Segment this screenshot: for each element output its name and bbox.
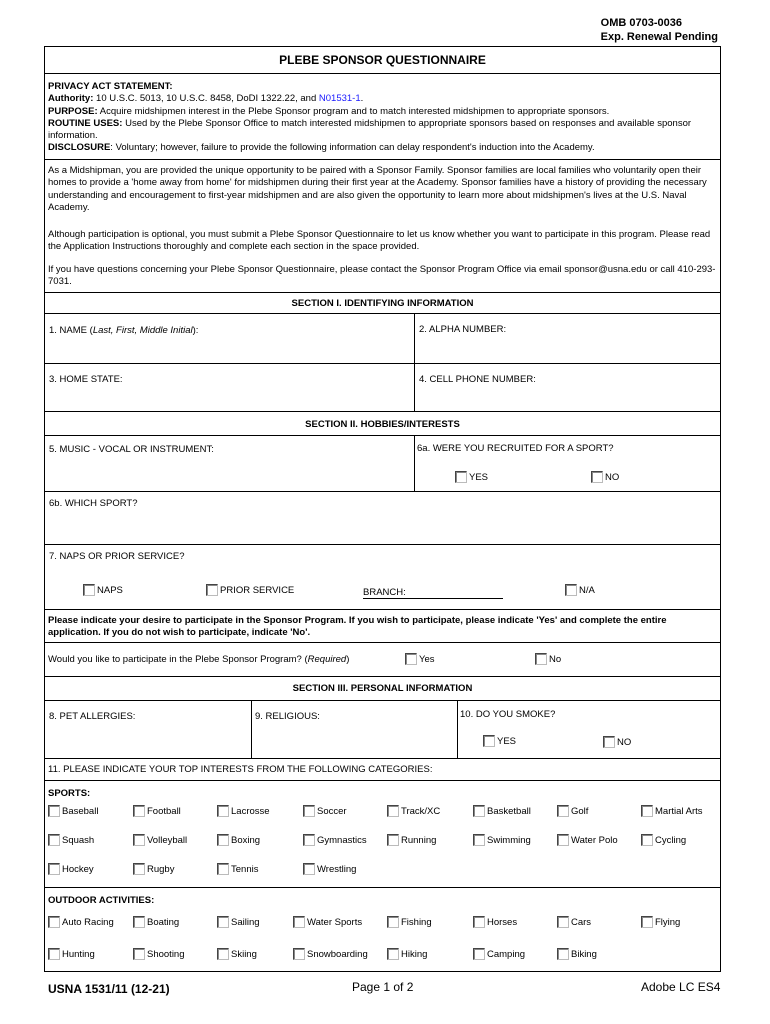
- na-checkbox[interactable]: [565, 584, 595, 596]
- recruited-no-checkbox[interactable]: [591, 471, 619, 483]
- divider: [45, 363, 720, 364]
- omb-expiration: Exp. Renewal Pending: [600, 31, 718, 43]
- checkbox-box[interactable]: [473, 948, 485, 960]
- naps-question: 7. NAPS OR PRIOR SERVICE?: [49, 551, 185, 562]
- divider: [45, 313, 720, 314]
- interest-checkbox[interactable]: [473, 834, 531, 846]
- home-state-field[interactable]: 3. HOME STATE:: [49, 374, 123, 385]
- interest-checkbox[interactable]: [473, 948, 525, 960]
- interest-checkbox[interactable]: [48, 834, 94, 846]
- checkbox-label: Auto Racing: [62, 916, 114, 928]
- interests-label: 11. PLEASE INDICATE YOUR TOP INTERESTS FROM THE FOLLOWING CATEGORIES:: [48, 764, 433, 775]
- checkbox-box[interactable]: [387, 916, 399, 928]
- interest-checkbox[interactable]: [641, 805, 703, 817]
- interest-checkbox[interactable]: [133, 948, 185, 960]
- checkbox-label: Horses: [487, 916, 518, 928]
- checkbox-box[interactable]: [217, 916, 229, 928]
- sports-heading: SPORTS:: [48, 788, 91, 799]
- divider: [457, 700, 458, 758]
- divider: [414, 435, 415, 491]
- checkbox-box[interactable]: [293, 916, 305, 928]
- checkbox-label: NO: [605, 471, 620, 483]
- religious-field[interactable]: 9. RELIGIOUS:: [255, 711, 320, 722]
- interest-checkbox[interactable]: [557, 805, 588, 817]
- checkbox-box[interactable]: [303, 863, 315, 875]
- checkbox-box[interactable]: [48, 948, 60, 960]
- checkbox-label: Fishing: [401, 916, 432, 928]
- interest-checkbox[interactable]: [133, 863, 174, 875]
- interest-checkbox[interactable]: [557, 834, 618, 846]
- checkbox-label: Gymnastics: [317, 834, 367, 846]
- section-2-title: SECTION II. HOBBIES/INTERESTS: [305, 419, 460, 430]
- interest-checkbox[interactable]: [557, 948, 597, 960]
- checkbox-label: Camping: [487, 948, 526, 960]
- interest-checkbox[interactable]: [133, 805, 181, 817]
- checkbox-box[interactable]: [133, 805, 145, 817]
- checkbox-label: Squash: [62, 834, 95, 846]
- name-field[interactable]: [49, 325, 198, 336]
- participate-no-checkbox[interactable]: [535, 653, 561, 665]
- checkbox-label: Water Polo: [571, 834, 618, 846]
- section-1-title: SECTION I. IDENTIFYING INFORMATION: [291, 298, 474, 309]
- page-number: Page 1 of 2: [352, 980, 414, 994]
- divider: [414, 313, 415, 411]
- checkbox-label: Snowboarding: [307, 948, 368, 960]
- disclosure-text: : Voluntary; however, failure to provide the following information can delay respondent's induction into the Academy.: [110, 142, 595, 154]
- checkbox-box[interactable]: [455, 471, 467, 483]
- interest-checkbox[interactable]: [557, 916, 591, 928]
- participation-question: [48, 654, 349, 665]
- checkbox-label: Rugby: [147, 863, 175, 875]
- interest-checkbox[interactable]: [473, 805, 531, 817]
- interest-checkbox[interactable]: [217, 948, 257, 960]
- checkbox-label: Baseball: [62, 805, 99, 817]
- checkbox-box[interactable]: [557, 834, 569, 846]
- interest-checkbox[interactable]: [217, 916, 260, 928]
- checkbox-box[interactable]: [133, 948, 145, 960]
- checkbox-label: N/A: [579, 584, 595, 596]
- checkbox-box[interactable]: [535, 653, 547, 665]
- checkbox-label: Tennis: [231, 863, 259, 875]
- interest-checkbox[interactable]: [303, 805, 347, 817]
- divider: [45, 887, 720, 888]
- checkbox-box[interactable]: [557, 948, 569, 960]
- checkbox-label: Biking: [571, 948, 597, 960]
- checkbox-label: Water Sports: [307, 916, 363, 928]
- divider: [251, 700, 252, 758]
- branch-label: BRANCH:: [363, 587, 406, 598]
- checkbox-label: PRIOR SERVICE: [220, 584, 295, 596]
- checkbox-box[interactable]: [473, 916, 485, 928]
- checkbox-box[interactable]: [565, 584, 577, 596]
- checkbox-box[interactable]: [591, 471, 603, 483]
- checkbox-label: Flying: [655, 916, 681, 928]
- instruction-link[interactable]: N01531-1: [318, 93, 361, 105]
- checkbox-box[interactable]: [641, 805, 653, 817]
- interest-checkbox[interactable]: [217, 863, 258, 875]
- divider: [45, 700, 720, 701]
- checkbox-box[interactable]: [217, 948, 229, 960]
- participation-instruction: Please indicate your desire to participate in the Sponsor Program. If you wish to participate, please indicate 'Yes' and complete the entire application. If you do not wish to participate, indicate 'No'.: [48, 615, 667, 639]
- omb-block: [601, 16, 718, 44]
- divider: [45, 780, 720, 781]
- checkbox-box[interactable]: [293, 948, 305, 960]
- interest-checkbox[interactable]: [473, 916, 517, 928]
- checkbox-box[interactable]: [603, 736, 615, 748]
- checkbox-box[interactable]: [48, 863, 60, 875]
- checkbox-label: Skiing: [231, 948, 257, 960]
- smoke-question: 10. DO YOU SMOKE?: [460, 709, 556, 720]
- checkbox-label: NO: [617, 736, 632, 748]
- purpose-text: Acquire midshipmen interest in the Plebe Sponsor program and to match interested midshipmen to appropriate sponsors.: [97, 105, 610, 117]
- checkbox-box[interactable]: [133, 834, 145, 846]
- section-3-title: SECTION III. PERSONAL INFORMATION: [292, 683, 473, 694]
- interest-checkbox[interactable]: [293, 948, 368, 960]
- interest-checkbox[interactable]: [48, 916, 114, 928]
- interest-checkbox[interactable]: [133, 916, 179, 928]
- intro-paragraph-3: If you have questions concerning your Plebe Sponsor Questionnaire, please contact the Sponsor Program Office via email sponsor@usna.edu or call 410-293-7031.: [48, 264, 716, 288]
- checkbox-box[interactable]: [557, 805, 569, 817]
- divider: [45, 676, 720, 677]
- checkbox-label: Swimming: [487, 834, 531, 846]
- question-end: ): [346, 654, 350, 665]
- checkbox-box[interactable]: [217, 863, 229, 875]
- checkbox-box[interactable]: [387, 805, 399, 817]
- divider: [45, 159, 720, 160]
- interest-checkbox[interactable]: [641, 834, 686, 846]
- cell-phone-field[interactable]: 4. CELL PHONE NUMBER:: [419, 374, 536, 385]
- divider: [45, 73, 720, 74]
- routine-text: Used by the Plebe Sponsor Office to match interested midshipmen to appropriate sponsors based on responses and available sponsor information.: [48, 117, 692, 142]
- checkbox-label: YES: [469, 471, 489, 483]
- pet-allergies-field[interactable]: 8. PET ALLERGIES:: [49, 711, 136, 722]
- checkbox-label: No: [549, 653, 562, 665]
- checkbox-label: Boating: [147, 916, 180, 928]
- checkbox-box[interactable]: [483, 735, 495, 747]
- checkbox-box[interactable]: [641, 834, 653, 846]
- checkbox-label: Sailing: [231, 916, 260, 928]
- checkbox-box[interactable]: [473, 805, 485, 817]
- checkbox-label: Cycling: [655, 834, 687, 846]
- checkbox-label: Cars: [571, 916, 592, 928]
- interest-checkbox[interactable]: [303, 863, 356, 875]
- interest-checkbox[interactable]: [641, 916, 680, 928]
- form-id: USNA 1531/11 (12-21): [48, 982, 170, 996]
- intro-paragraph-1: As a Midshipman, you are provided the unique opportunity to be paired with a Sponsor Family. Sponsor families are local families who voluntarily open their homes to provide a 'home away from home' for midshipmen during their first year at the Academy. Sponsor families have a history of providing the necessary understanding and encouragement to first-year midshipmen and are also given the opportunity to learn more about midshipmen's lives at the U.S. Naval Academy.: [48, 165, 707, 213]
- checkbox-label: Martial Arts: [655, 805, 703, 817]
- privacy-act-statement: [48, 81, 720, 155]
- interest-checkbox[interactable]: [48, 948, 95, 960]
- checkbox-label: Hunting: [62, 948, 95, 960]
- divider: [45, 642, 720, 643]
- checkbox-box[interactable]: [48, 834, 60, 846]
- checkbox-label: Volleyball: [147, 834, 188, 846]
- which-sport-field[interactable]: 6b. WHICH SPORT?: [49, 498, 138, 509]
- divider: [45, 491, 720, 492]
- checkbox-label: Football: [147, 805, 181, 817]
- checkbox-label: YES: [497, 735, 517, 747]
- checkbox-label: Wrestling: [317, 863, 357, 875]
- name-label-end: ):: [192, 325, 199, 336]
- software-version: Adobe LC ES4: [641, 980, 721, 994]
- checkbox-box[interactable]: [48, 805, 60, 817]
- privacy-heading: PRIVACY ACT STATEMENT:: [48, 81, 173, 92]
- interest-checkbox[interactable]: [217, 805, 270, 817]
- interest-checkbox[interactable]: [303, 834, 367, 846]
- checkbox-box[interactable]: [217, 834, 229, 846]
- interest-checkbox[interactable]: [387, 805, 440, 817]
- authority-label: Authority:: [48, 93, 94, 105]
- interest-checkbox[interactable]: [48, 805, 98, 817]
- checkbox-box[interactable]: [217, 805, 229, 817]
- required-marker: Required: [307, 654, 347, 665]
- smoke-yes-checkbox[interactable]: [483, 735, 516, 747]
- checkbox-box[interactable]: [83, 584, 95, 596]
- name-label: 1. NAME (: [49, 325, 93, 336]
- checkbox-box[interactable]: [557, 916, 569, 928]
- checkbox-box[interactable]: [405, 653, 417, 665]
- prior-service-checkbox[interactable]: [206, 584, 294, 596]
- divider: [45, 411, 720, 412]
- checkbox-box[interactable]: [206, 584, 218, 596]
- checkbox-box[interactable]: [303, 834, 315, 846]
- naps-checkbox[interactable]: [83, 584, 123, 596]
- checkbox-label: Boxing: [231, 834, 261, 846]
- smoke-no-checkbox[interactable]: [603, 736, 631, 748]
- checkbox-box[interactable]: [133, 916, 145, 928]
- disclosure-label: DISCLOSURE: [48, 142, 111, 154]
- checkbox-box[interactable]: [473, 834, 485, 846]
- alpha-number-field[interactable]: 2. ALPHA NUMBER:: [419, 324, 507, 335]
- music-field[interactable]: 5. MUSIC - VOCAL OR INSTRUMENT:: [49, 444, 214, 455]
- authority-text: 10 U.S.C. 5013, 10 U.S.C. 8458, DoDI 1322.22, and: [93, 93, 319, 105]
- checkbox-label: Running: [401, 834, 437, 846]
- authority-end: .: [360, 93, 364, 105]
- checkbox-box[interactable]: [387, 834, 399, 846]
- form-title: PLEBE SPONSOR QUESTIONNAIRE: [279, 53, 486, 67]
- checkbox-box[interactable]: [387, 948, 399, 960]
- checkbox-label: Yes: [419, 653, 435, 665]
- checkbox-box[interactable]: [48, 916, 60, 928]
- checkbox-label: Golf: [571, 805, 589, 817]
- divider: [45, 435, 720, 436]
- recruited-yes-checkbox[interactable]: [455, 471, 488, 483]
- checkbox-box[interactable]: [303, 805, 315, 817]
- checkbox-label: Hockey: [62, 863, 94, 875]
- branch-field[interactable]: [363, 587, 503, 599]
- name-hint: Last, First, Middle Initial: [92, 325, 193, 336]
- checkbox-label: Soccer: [317, 805, 347, 817]
- interest-checkbox[interactable]: [387, 834, 436, 846]
- form-frame: [44, 46, 721, 972]
- routine-label: ROUTINE USES:: [48, 117, 123, 129]
- checkbox-label: Lacrosse: [231, 805, 270, 817]
- checkbox-box[interactable]: [133, 863, 145, 875]
- participate-yes-checkbox[interactable]: [405, 653, 435, 665]
- intro-paragraph-2: Although participation is optional, you must submit a Plebe Sponsor Questionnaire to let us know whether you want to participate in this program. Please read the Application Instructions thoroughly and complete each section in the space provided.: [48, 229, 711, 253]
- checkbox-label: Basketball: [487, 805, 531, 817]
- divider: [45, 544, 720, 545]
- checkbox-label: Track/XC: [401, 805, 441, 817]
- interest-checkbox[interactable]: [217, 834, 260, 846]
- outdoor-heading: OUTDOOR ACTIVITIES:: [48, 895, 155, 906]
- divider: [45, 292, 720, 293]
- omb-number: OMB 0703-0036: [600, 17, 682, 29]
- interest-checkbox[interactable]: [387, 948, 427, 960]
- checkbox-label: Hiking: [401, 948, 428, 960]
- checkbox-label: Shooting: [147, 948, 185, 960]
- interest-checkbox[interactable]: [293, 916, 362, 928]
- divider: [45, 758, 720, 759]
- interest-checkbox[interactable]: [387, 916, 432, 928]
- interest-checkbox[interactable]: [48, 863, 94, 875]
- purpose-label: PURPOSE:: [48, 105, 98, 117]
- checkbox-box[interactable]: [641, 916, 653, 928]
- checkbox-label: NAPS: [97, 584, 123, 596]
- recruited-question: 6a. WERE YOU RECRUITED FOR A SPORT?: [417, 443, 614, 454]
- divider: [45, 609, 720, 610]
- interest-checkbox[interactable]: [133, 834, 187, 846]
- question-text: Would you like to participate in the Plebe Sponsor Program? (: [48, 654, 308, 665]
